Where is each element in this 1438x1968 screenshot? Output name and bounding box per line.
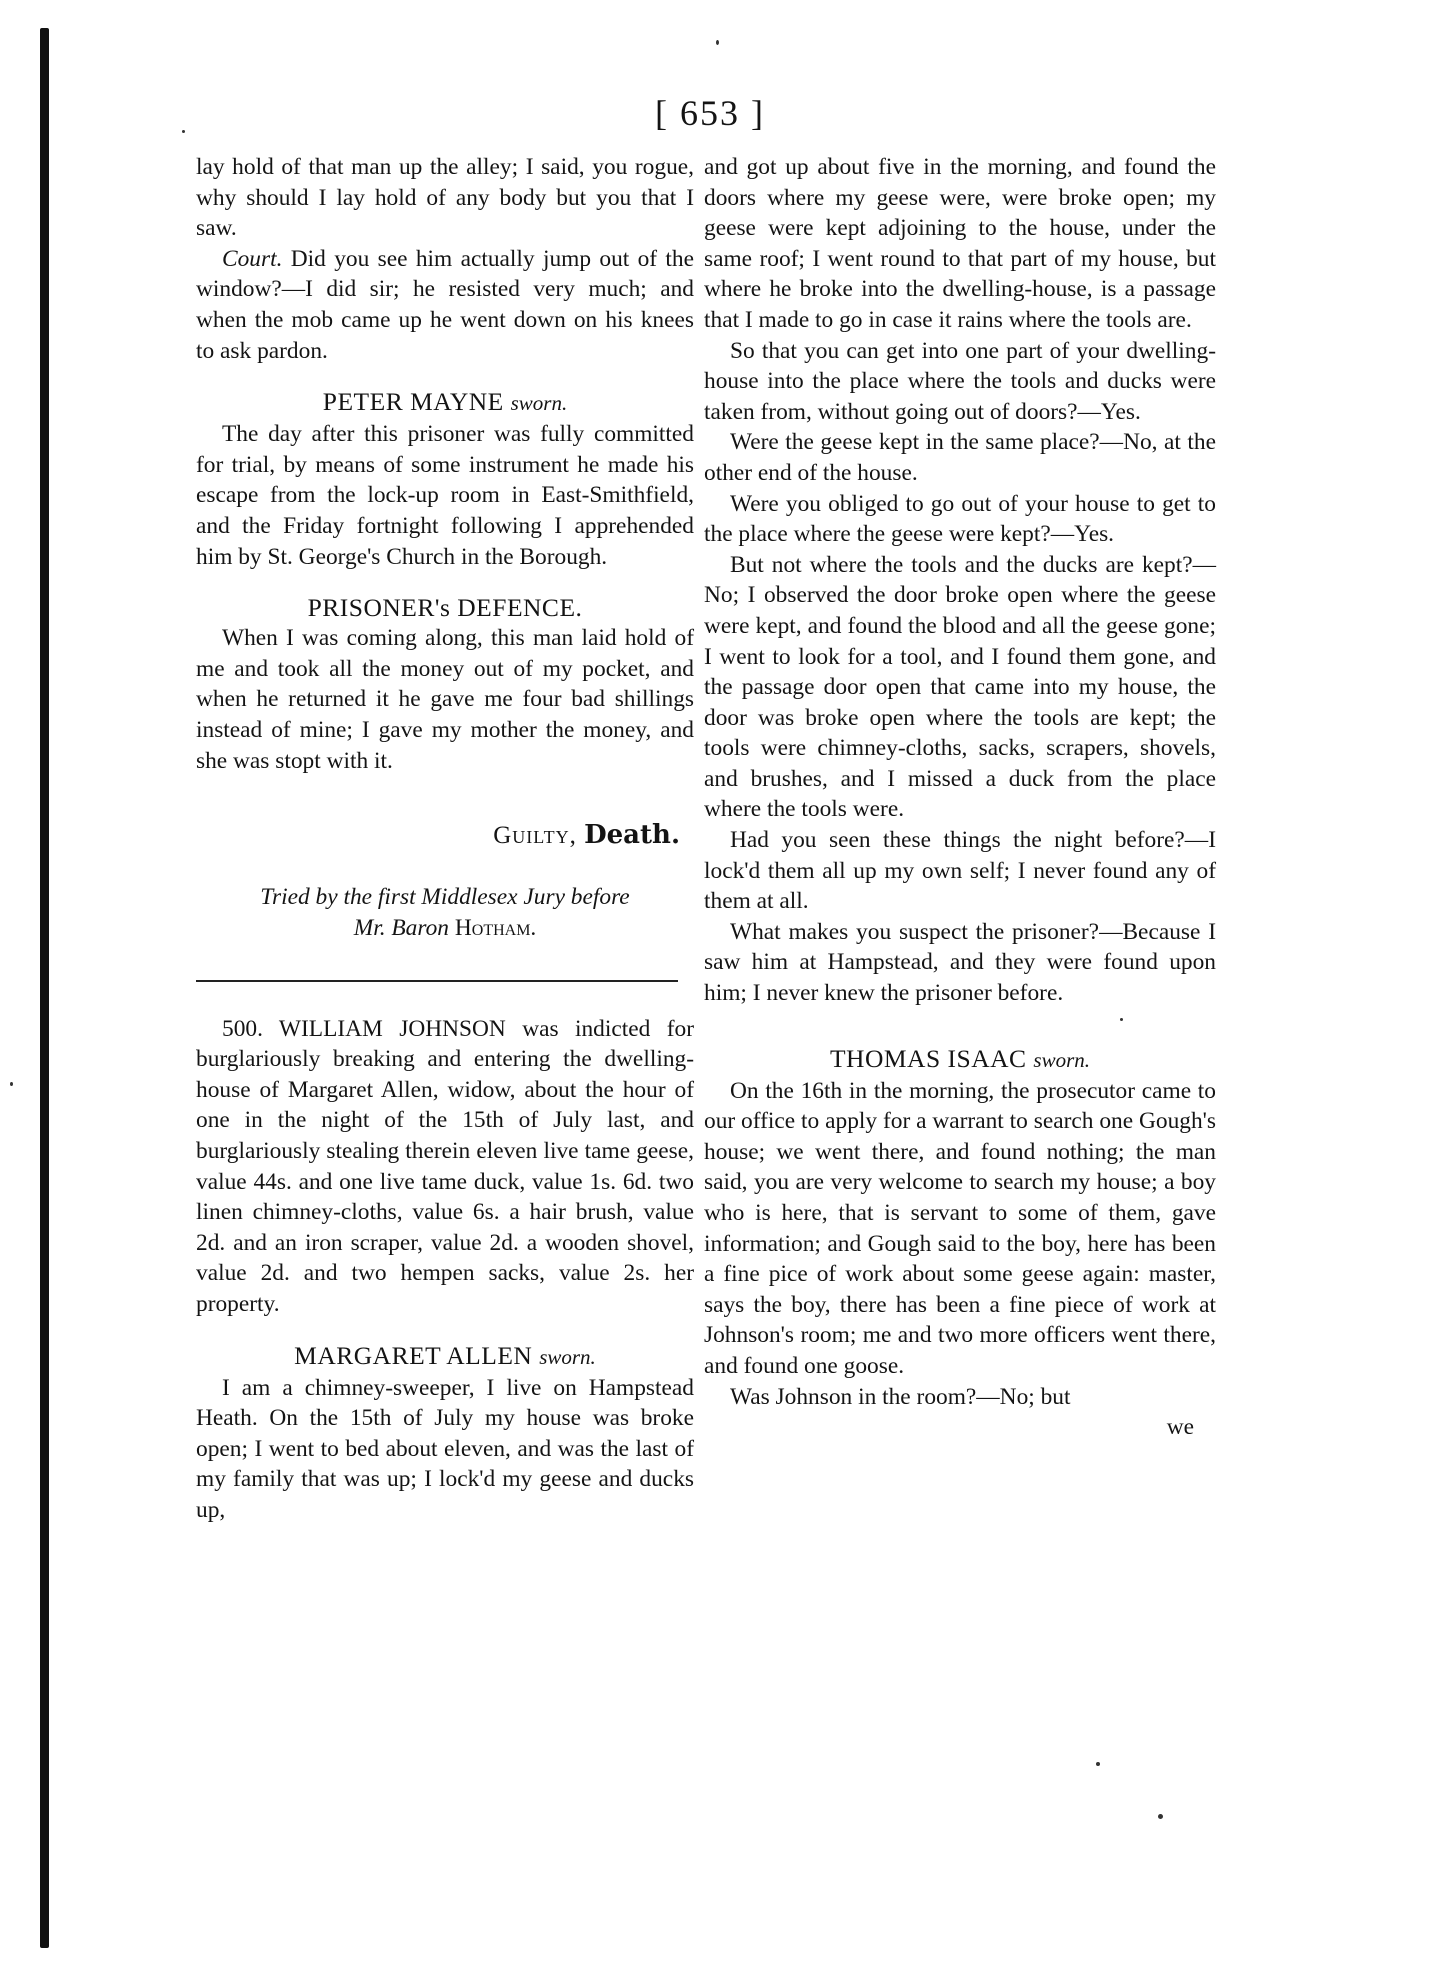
speck bbox=[716, 40, 719, 45]
page-number: [ 653 ] bbox=[655, 93, 765, 133]
speck bbox=[1096, 1762, 1100, 1766]
paragraph: So that you can get into one part of your dwelling-house into the place where the tools and ducks were taken from, without going out of doors?—Yes. bbox=[704, 337, 1216, 425]
paragraph bbox=[196, 244, 694, 366]
left-column bbox=[196, 152, 694, 1526]
paragraph: Had you seen these things the night before?—I lock'd them all up my own self; I never found any of them at all. bbox=[704, 827, 1216, 915]
catchword: we bbox=[1166, 1414, 1194, 1441]
speaker-label: Court. bbox=[222, 245, 283, 272]
witness-heading bbox=[196, 386, 694, 419]
witness-heading bbox=[196, 1340, 694, 1373]
paragraph: lay hold of that man up the alley; I said, you rogue, why should I lay hold of any body but you that I saw. bbox=[196, 154, 694, 242]
paragraph: The day after this prisoner was fully committed for trial, by means of some instrument he made his escape from the lock-up room in East-Smithfield, and the Friday fortnight following I apprehended him by St. George's Church in the Borough. bbox=[196, 421, 694, 570]
jury-note bbox=[196, 882, 694, 944]
defence-heading: PRISONER's DEFENCE. bbox=[307, 593, 583, 623]
verdict-label: Guilty, bbox=[493, 822, 577, 850]
indictment-paragraph: 500. WILLIAM JOHNSON was indicted for burglariously breaking and entering the dwelling-house of Margaret Allen, widow, about the hour of one in the night of the 15th of July last, and burglariously stealing therein eleven live tame geese, value 44s. and one live tame duck, value 1s. 6d. two linen chimney-cloths, value 6s. a hair brush, value 2d. and an iron scraper, value 2d. a wooden shovel, value 2d. and two hempen sacks, value 2s. her property. bbox=[196, 1015, 694, 1318]
section-divider bbox=[196, 980, 678, 982]
sworn-label: sworn. bbox=[539, 1344, 596, 1369]
judge-name: Hotham. bbox=[454, 914, 537, 941]
paragraph: On the 16th in the morning, the prosecutor came to our office to apply for a warrant to search one Gough's house; we went there, and found nothing; the man said, you are very welcome to search my house; a boy who is here, that is servant to some of them, gave information; and Gough said to the boy, here has been a fine pice of work about some geese again: master, says the boy, there has been a fine piece of work at Johnson's room; me and two more officers went there, and found one goose. bbox=[704, 1077, 1216, 1379]
paragraph: and got up about five in the morning, and found the doors where my geese were, were broke open; my geese were kept adjoining to the house, under the same roof; I went round to that part of my house, but where he broke into the dwelling-house, is a passage that I made to go in case it rains where the tools are. bbox=[704, 154, 1216, 333]
paragraph: I am a chimney-sweeper, I live on Hampstead Heath. On the 15th of July my house was broke open; I went to bed about eleven, and was the last of my family that was up; I lock'd my geese and ducks up, bbox=[196, 1374, 694, 1523]
witness-name: MARGARET ALLEN bbox=[294, 1340, 533, 1370]
binding-edge bbox=[40, 28, 49, 1948]
paragraph: Were the geese kept in the same place?—No, at the other end of the house. bbox=[704, 429, 1216, 486]
witness-name: THOMAS ISAAC bbox=[829, 1043, 1027, 1073]
paragraph-text: Did you see him actually jump out of the window?—I did sir; he resisted very much; and when the mob came up he went down on his knees to ask pardon. bbox=[196, 245, 694, 364]
paragraph: What makes you suspect the prisoner?—Because I saw him at Hampstead, and they were found upon him; I never knew the prisoner before. bbox=[704, 918, 1216, 1007]
witness-name: PETER MAYNE bbox=[322, 387, 504, 417]
jury-line-1: Tried by the first Middlesex Jury before bbox=[260, 883, 630, 910]
verdict-sentence: Death. bbox=[584, 820, 680, 851]
sworn-label: sworn. bbox=[510, 391, 568, 416]
witness-heading bbox=[704, 1043, 1216, 1076]
verdict bbox=[196, 820, 694, 852]
paragraph: When I was coming along, this man laid hold of me and took all the money out of my pocket, and when he returned it he gave me four bad shillings instead of mine; I gave my mother the money, and she was stopt with it. bbox=[196, 625, 694, 774]
paragraph: Was Johnson in the room?—No; but bbox=[730, 1383, 1071, 1410]
jury-line-2: Mr. Baron bbox=[353, 914, 450, 941]
speck bbox=[1158, 1814, 1163, 1819]
paragraph: Were you obliged to go out of your house to get to the place where the geese were kept?—Yes. bbox=[704, 490, 1216, 548]
paragraph: But not where the tools and the ducks are kept?—No; I observed the door broke open where the geese were kept, and found the blood and all the geese gone; I went to look for a tool, and I found them gone, and the passage door open that came into my house, the door was broke open where the tools are kept; the tools were chimney-cloths, sacks, scrapers, shovels, and brushes, and I missed a duck from the place where the tools were. bbox=[704, 551, 1216, 823]
speck bbox=[10, 1082, 13, 1086]
right-column bbox=[704, 152, 1216, 1443]
sworn-label: sworn. bbox=[1033, 1047, 1091, 1072]
speck bbox=[182, 130, 185, 133]
